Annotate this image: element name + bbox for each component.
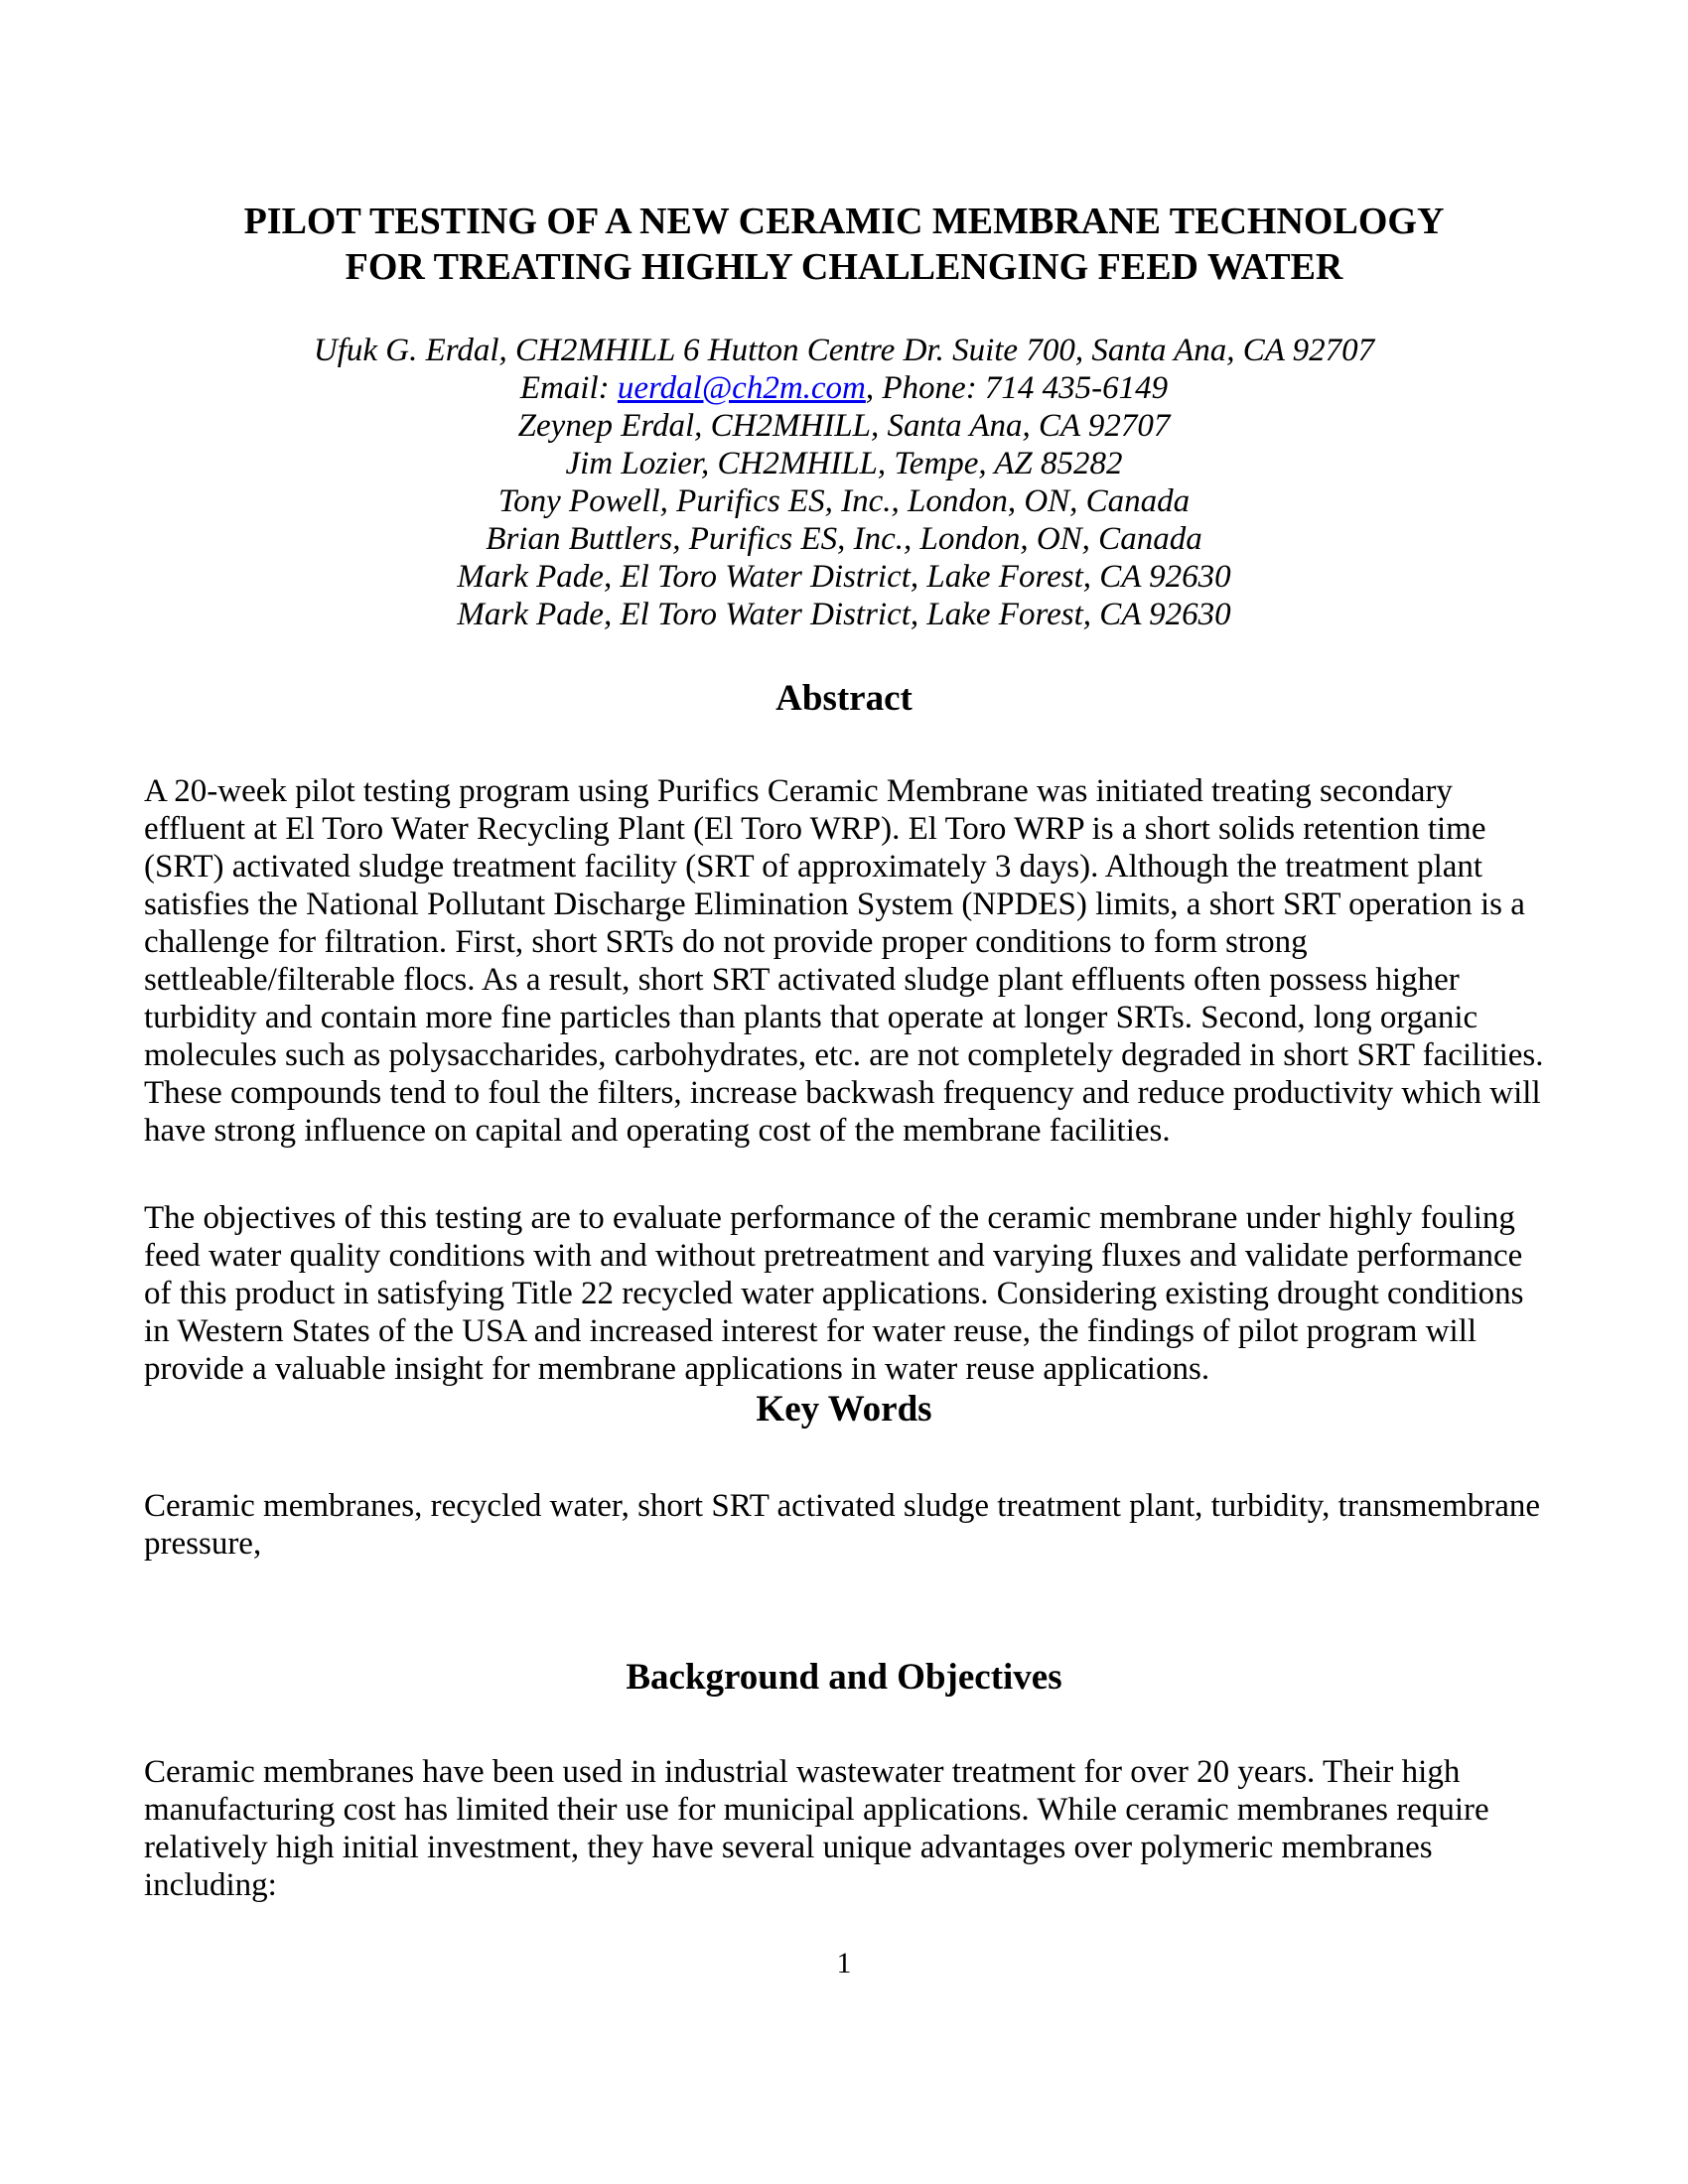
phone-text: , Phone: 714 435-6149: [865, 370, 1169, 406]
background-paragraph: Ceramic membranes have been used in industrial wastewater treatment for over 20 years. Their high manufacturing cost has limited their use for municipal applications. While ceramic membranes require relatively high initial investment, they have several unique advantages over polymeric membranes including:: [144, 1754, 1489, 1903]
keywords-heading: Key Words: [756, 1389, 932, 1430]
title-line-1: PILOT TESTING OF A NEW CERAMIC MEMBRANE TECHNOLOGY: [243, 201, 1445, 242]
keywords-paragraph: Ceramic membranes, recycled water, short SRT activated sludge treatment plant, turbidity, transmembrane pressure,: [144, 1488, 1541, 1562]
page-number: 1: [836, 1947, 852, 1979]
abstract-paragraph-1: A 20-week pilot testing program using Purifics Ceramic Membrane was initiated treating secondary effluent at El Toro Water Recycling Plant (El Toro WRP). El Toro WRP is a short solids retention time (SRT) activated sludge treatment facility (SRT of approximately 3 days). Although the treatment plant satisfies the National Pollutant Discharge Elimination System (NPDES) limits, a short SRT operation is a challenge for filtration. First, short SRTs do not provide proper conditions to form strong settleable/filterable flocs. As a result, short SRT activated sludge plant effluents often possess higher turbidity and contain more fine particles than plants that operate at longer SRTs. Second, long organic molecules such as polysaccharides, carbohydrates, etc. are not completely degraded in short SRT facilities. These compounds tend to foul the filters, increase backwash frequency and reduce productivity which will have strong influence on capital and operating cost of the membrane facilities.: [144, 773, 1544, 1149]
author-line: Tony Powell, Purifics ES, Inc., London, ON, Canada: [497, 483, 1191, 519]
abstract-paragraph-2: The objectives of this testing are to evaluate performance of the ceramic membrane under highly fouling feed water quality conditions with and without pretreatment and varying fluxes and validate performance of this product in satisfying Title 22 recycled water applications. Considering existing drought conditions in Western States of the USA and increased interest for water reuse, the findings of pilot program will provide a valuable insight for membrane applications in water reuse applications.: [144, 1200, 1524, 1387]
author-line: Brian Buttlers, Purifics ES, Inc., London, ON, Canada: [486, 521, 1202, 557]
abstract-heading: Abstract: [775, 678, 913, 719]
author-block: [144, 332, 1544, 633]
background-heading: Background and Objectives: [626, 1657, 1062, 1698]
author-line-email: [144, 369, 1544, 407]
author-line: Jim Lozier, CH2MHILL, Tempe, AZ 85282: [565, 446, 1123, 481]
title-line-2: FOR TREATING HIGHLY CHALLENGING FEED WATER: [345, 246, 1343, 288]
author-line: Zeynep Erdal, CH2MHILL, Santa Ana, CA 92707: [517, 408, 1171, 444]
author-line: Mark Pade, El Toro Water District, Lake Forest, CA 92630: [457, 559, 1231, 595]
email-label: Email:: [519, 370, 618, 406]
email-link[interactable]: uerdal@ch2m.com: [617, 370, 866, 406]
page-title: [144, 199, 1544, 290]
author-line: Ufuk G. Erdal, CH2MHILL 6 Hutton Centre Dr. Suite 700, Santa Ana, CA 92707: [313, 333, 1375, 368]
author-line: Mark Pade, El Toro Water District, Lake Forest, CA 92630: [457, 597, 1231, 632]
